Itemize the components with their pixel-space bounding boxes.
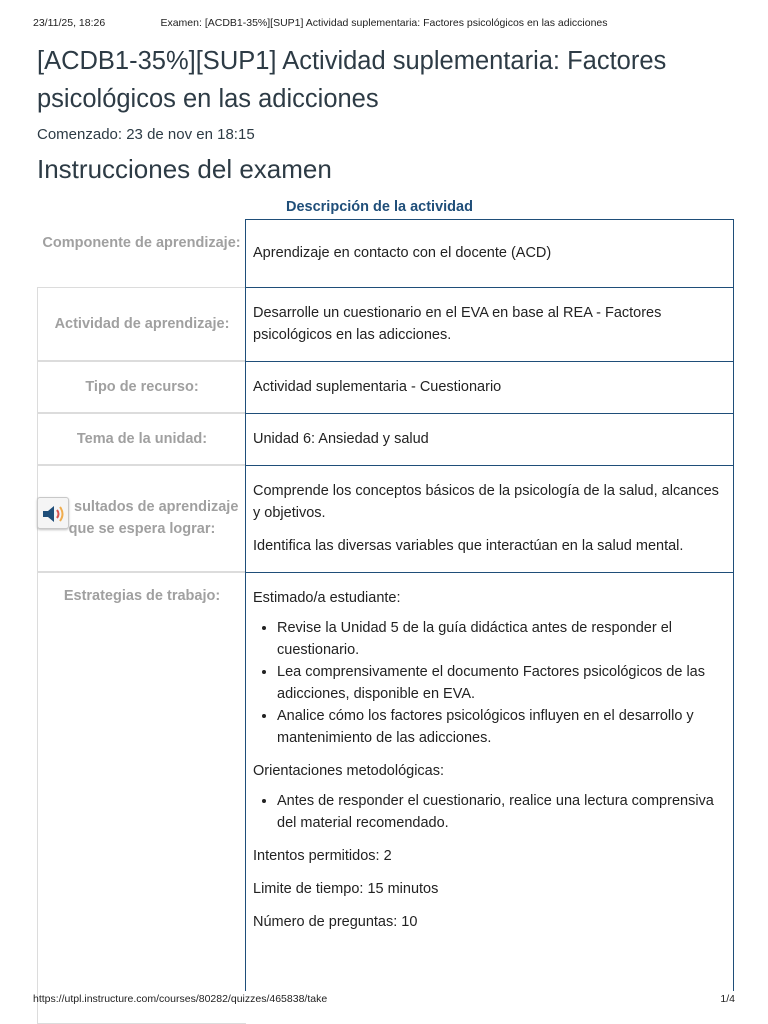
label-text: Tipo de recurso:	[85, 379, 199, 395]
label-work-strategies	[37, 572, 246, 1024]
row-divider	[245, 361, 734, 362]
label-text: Actividad de aprendizaje:	[54, 316, 230, 332]
print-url: https://utpl.instructure.com/courses/80282/quizzes/465838/take	[33, 993, 328, 1005]
quiz-started-time: Comenzado: 23 de nov en 18:15	[37, 126, 255, 143]
row-divider	[245, 413, 734, 414]
read-aloud-button[interactable]	[37, 497, 69, 529]
label-text: Estrategias de trabajo:	[63, 588, 221, 604]
instructions-heading: Instrucciones del examen	[37, 154, 332, 184]
row-divider	[245, 287, 734, 288]
time-limit: Limite de tiempo: 15 minutos	[253, 881, 439, 897]
value-text: Aprendizaje en contacto con el docente (ACD)	[253, 245, 552, 261]
value-work-strategies	[253, 587, 729, 933]
value-text: Actividad suplementaria - Cuestionario	[253, 379, 502, 395]
label-text: Tema de la unidad:	[76, 431, 208, 447]
row-divider	[245, 465, 734, 466]
label-learning-activity	[37, 287, 246, 361]
print-page-number: 1/4	[720, 993, 735, 1005]
label-text-line2: que se espera lograr:	[68, 521, 216, 537]
value-text: Identifica las diversas variables que interactúan en la salud mental.	[253, 538, 684, 554]
list-item: • Lea comprensivamente el documento Factores psicológicos de las adicciones, disponible en EVA.	[277, 661, 729, 705]
list-item: • Revise la Unidad 5 de la guía didáctica antes de responder el cuestionario.	[277, 617, 729, 661]
value-resource-type	[253, 376, 729, 398]
label-unit-topic	[37, 413, 246, 465]
value-text: Comprende los conceptos básicos de la psicología de la salud, alcances y objetivos.	[253, 483, 719, 521]
label-learning-component	[37, 221, 246, 287]
value-learning-component	[253, 242, 729, 264]
value-unit-topic	[253, 428, 729, 450]
print-document-title: Examen: [ACDB1-35%][SUP1] Actividad suplementaria: Factores psicológicos en las adicciones	[160, 17, 608, 29]
value-learning-outcomes	[253, 480, 729, 557]
print-header	[33, 17, 735, 31]
strategies-list	[253, 617, 729, 749]
value-text: Desarrolle un cuestionario en el EVA en base al REA - Factores psicológicos en las adicciones.	[253, 305, 662, 343]
row-divider	[245, 572, 734, 573]
value-text: Unidad 6: Ansiedad y salud	[253, 431, 429, 447]
label-resource-type	[37, 361, 246, 413]
value-learning-activity	[253, 302, 729, 346]
attempts-allowed: Intentos permitidos: 2	[253, 848, 392, 864]
print-footer	[33, 993, 735, 1007]
strategies-greeting: Estimado/a estudiante:	[253, 590, 401, 606]
orientations-label: Orientaciones metodológicas:	[253, 763, 445, 779]
quiz-title: [ACDB1-35%][SUP1] Actividad suplementaria: Factores psicológicos en las adicciones	[37, 47, 667, 113]
question-count: Número de preguntas: 10	[253, 914, 418, 930]
description-heading: Descripción de la actividad	[286, 199, 473, 215]
list-item: • Antes de responder el cuestionario, realice una lectura comprensiva del material recomendado.	[277, 790, 729, 834]
label-text: Componente de aprendizaje:	[42, 235, 241, 251]
print-timestamp: 23/11/25, 18:26	[33, 17, 106, 29]
speaker-volume-icon	[41, 502, 67, 526]
list-item: • Analice cómo los factores psicológicos influyen en el desarrollo y mantenimiento de las adicciones.	[277, 705, 729, 749]
label-text-line1: sultados de aprendizaje	[74, 499, 239, 515]
orientations-list	[253, 790, 729, 834]
